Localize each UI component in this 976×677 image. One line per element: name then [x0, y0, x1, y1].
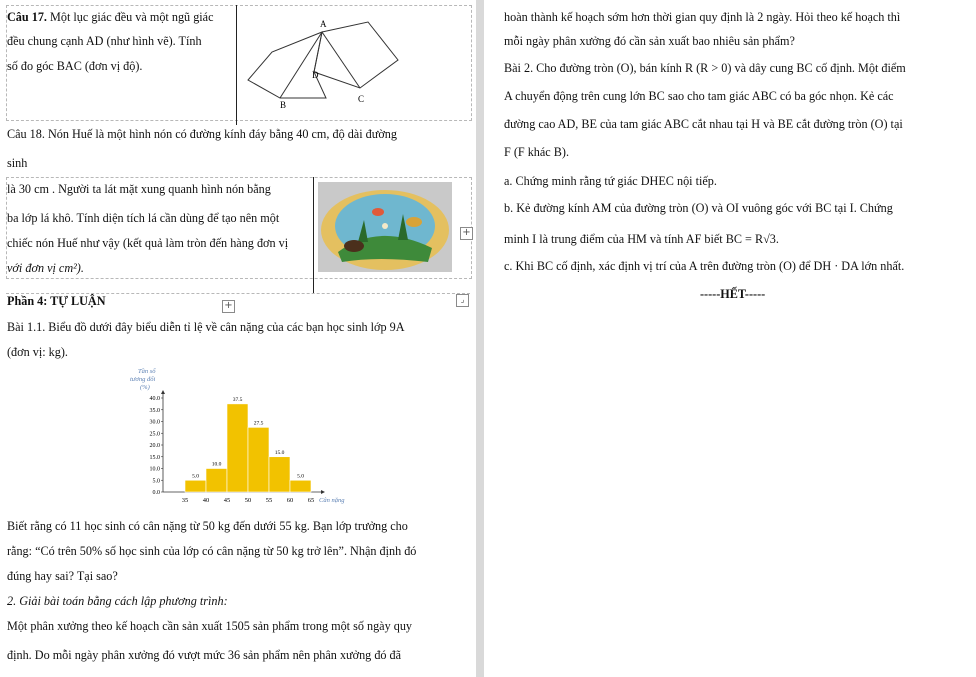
- sec2-line-1: Một phân xưởng theo kế hoạch cần sản xuất 1505 sản phẩm trong một số ngày quy: [7, 619, 413, 633]
- y-axis-label-line-1: Tần số: [138, 368, 156, 375]
- q18-line-4: ba lớp lá khô. Tính diện tích lá cần dùng để tạo nên một: [7, 211, 280, 225]
- right-page: [484, 0, 976, 677]
- y-tick-label: 0.0: [152, 490, 160, 496]
- end-marker: -----HẾT-----: [700, 287, 766, 301]
- pentagon-shape: [314, 22, 398, 88]
- after-chart-line-2: rằng: “Có trên 50% số học sinh của lớp có cân nặng từ 50 kg trở lên”. Nhận định đó: [7, 544, 417, 558]
- label-d: D: [312, 70, 319, 80]
- x-axis-label: Cân nặng: [319, 497, 345, 504]
- q18-line-2: sinh: [7, 156, 28, 170]
- y-tick-label: 35.0: [149, 407, 160, 414]
- hexagon-shape: [248, 32, 326, 98]
- resize-handle-icon[interactable]: ⌟: [456, 294, 469, 307]
- label-b: B: [280, 100, 287, 110]
- q18-text-1: Câu 18. Nón Huế là một hình nón có đường kính đáy bằng 40 cm, độ dài đường: [7, 127, 397, 141]
- bai2-item-b-1: b. Kẻ đường kính AM của đường tròn (O) và OI vuông góc với BC tại I. Chứng: [504, 201, 893, 215]
- q17-text-1: Một lục giác đều và một ngũ giác: [50, 10, 214, 24]
- q18-divider: [313, 177, 314, 293]
- x-axis-arrow: [321, 490, 325, 494]
- x-tick-label: 55: [265, 497, 273, 504]
- q17-line-3: số đo góc BAC (đơn vị độ).: [7, 59, 143, 73]
- right-line-1: hoàn thành kế hoạch sớm hơn thời gian quy định là 2 ngày. Hỏi theo kế hoạch thì: [504, 10, 901, 24]
- bai2-line-3: đường cao AD, BE của tam giác ABC cắt nhau tại H và BE cắt đường tròn (O) tại: [504, 117, 903, 131]
- histogram-bar: [290, 480, 311, 492]
- right-line-2: mỗi ngày phân xưởng đó cần sản xuất bao nhiêu sản phẩm?: [504, 34, 795, 48]
- part4-title: Phần 4: TỰ LUẬN: [7, 294, 106, 308]
- sec2-title: 2. Giải bài toán bằng cách lập phương trình:: [7, 594, 228, 608]
- x-tick-label: 35: [181, 497, 189, 504]
- q18-line-1: [7, 126, 397, 142]
- after-chart-line-3: đúng hay sai? Tại sao?: [7, 569, 118, 583]
- bai2-item-b-2: minh I là trung điểm của HM và tính AF biết BC = R√3.: [504, 232, 779, 246]
- y-axis-label-line-2: tương đối: [130, 376, 156, 383]
- left-page: [0, 0, 476, 677]
- histogram-bar: [185, 480, 206, 492]
- bar-value-label: 27.5: [253, 420, 264, 427]
- bar-value-label: 15.0: [274, 449, 285, 456]
- histogram-bar: [269, 457, 290, 492]
- y-axis-arrow: [161, 390, 165, 394]
- bai2-line-4: F (F khác B).: [504, 145, 569, 159]
- weight-histogram: [118, 364, 368, 510]
- x-tick-label: 65: [307, 497, 315, 504]
- label-c: C: [358, 94, 365, 104]
- y-tick-label: 40.0: [149, 396, 160, 402]
- bar-value-label: 10.0: [211, 461, 222, 468]
- bai2-item-a: a. Chứng minh rằng tứ giác DHEC nội tiếp.: [504, 174, 717, 188]
- q17-line-1: Câu 17. Một lục giác đều và một ngũ giác: [7, 10, 214, 24]
- b11-text-1: Bài 1.1. Biểu đồ dưới đây biểu diễn tỉ lệ về cân nặng của các bạn học sinh lớp 9A: [7, 320, 405, 334]
- table-plus-icon[interactable]: +: [222, 300, 235, 313]
- histogram-bar: [248, 427, 269, 492]
- histogram-bar: [206, 469, 227, 493]
- sec2-line-2: định. Do mỗi ngày phân xưởng đó vượt mức 36 sản phẩm nên phân xưởng đó đã: [7, 648, 402, 662]
- hue-conical-hat-image: [318, 182, 452, 272]
- b11-line-1: [7, 319, 405, 335]
- q18-line-6: với đơn vị cm²).: [7, 261, 84, 275]
- bai2-line-2: A chuyển động trên cung lớn BC sao cho tam giác ABC có ba góc nhọn. Kẻ các: [504, 89, 894, 103]
- bar-value-label: 37.5: [232, 396, 243, 403]
- histogram-bar: [227, 404, 248, 492]
- hexagon-pentagon-figure: [240, 14, 468, 114]
- x-tick-label: 40: [202, 497, 210, 504]
- bar-value-label: 5.0: [192, 473, 199, 480]
- x-tick-label: 45: [223, 497, 231, 504]
- y-tick-label: 20.0: [149, 443, 160, 449]
- q17-line-2: đều chung cạnh AD (như hình vẽ). Tính: [7, 34, 202, 48]
- label-a: A: [320, 19, 327, 29]
- x-tick-label: 50: [244, 497, 252, 504]
- y-tick-label: 10.0: [149, 466, 160, 473]
- b11-line-2: (đơn vị: kg).: [7, 345, 68, 359]
- q17-divider: [236, 5, 237, 125]
- x-tick-label: 60: [286, 497, 294, 504]
- y-tick-label: 30.0: [149, 419, 160, 426]
- y-tick-label: 5.0: [152, 478, 160, 485]
- bar-value-label: 5.0: [297, 473, 304, 480]
- q18-line-5: chiếc nón Huế như vậy (kết quả làm tròn đến hàng đơn vị: [7, 236, 289, 250]
- q18-line-3: là 30 cm . Người ta lát mặt xung quanh hình nón bằng: [7, 182, 271, 196]
- y-tick-label: 15.0: [149, 454, 160, 461]
- page-gutter: [476, 0, 484, 677]
- bai2-line-1: Bài 2. Cho đường tròn (O), bán kính R (R > 0) và dây cung BC cố định. Một điểm: [504, 61, 906, 75]
- bai2-item-c: c. Khi BC cố định, xác định vị trí của A trên đường tròn (O) để DH · DA lớn nhất.: [504, 259, 905, 273]
- y-axis-label-line-3: (%): [140, 384, 150, 391]
- after-chart-line-1: Biết rằng có 11 học sinh có cân nặng từ 50 kg đến dưới 55 kg. Bạn lớp trưởng cho: [7, 519, 408, 533]
- segment-ac: [322, 32, 360, 88]
- y-tick-label: 25.0: [149, 431, 160, 438]
- expand-plus-icon[interactable]: +: [460, 227, 473, 240]
